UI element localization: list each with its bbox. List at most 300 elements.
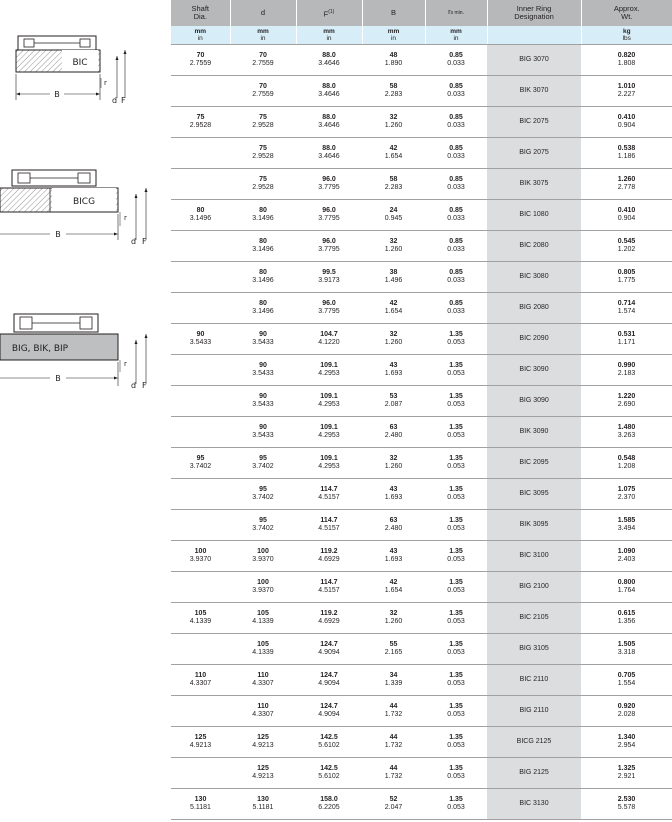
cell-shaft-dia [171, 107, 230, 138]
cell-f [296, 76, 362, 107]
cell-b-imperial: 2.087 [384, 401, 403, 408]
cell-rs-min-imperial: 0.053 [447, 618, 465, 625]
cell-rs-min-imperial: 0.033 [447, 122, 465, 129]
cell-shaft-dia-imperial: 4.9213 [189, 742, 212, 749]
cell-designation: BIG 2100 [487, 572, 581, 603]
cell-weight-metric: 1.010 [617, 83, 636, 90]
units-row [171, 26, 672, 45]
cell-d-imperial: 3.5433 [252, 401, 274, 408]
cell-shaft-dia [171, 200, 230, 231]
cell-weight-imperial: 1.574 [617, 308, 636, 315]
cell-d [230, 231, 296, 262]
cell-weight-imperial: 2.778 [617, 184, 636, 191]
cell-f-metric: 96.0 [322, 300, 336, 307]
cell-f-imperial: 4.2953 [318, 432, 340, 439]
dim-r-label: r [104, 79, 107, 87]
header-d: d [230, 0, 296, 26]
cell-f-imperial: 4.5157 [318, 587, 340, 594]
cell-shaft-dia-metric: 105 [194, 610, 207, 617]
cell-rs-min [425, 479, 487, 510]
cell-f-imperial: 3.7795 [318, 246, 340, 253]
cell-weight [581, 479, 672, 510]
cell-shaft-dia-metric: 90 [196, 331, 205, 338]
dim-b-label: B [55, 374, 61, 383]
cell-weight-metric: 1.340 [617, 734, 636, 741]
header-shaft-dia [171, 0, 230, 26]
cell-rs-min-metric: 1.35 [449, 641, 463, 648]
cell-f-imperial: 4.2953 [318, 401, 340, 408]
cell-weight [581, 138, 672, 169]
cell-b [362, 45, 425, 76]
cell-rs-min-imperial: 0.053 [447, 432, 465, 439]
cell-b [362, 696, 425, 727]
cell-b [362, 448, 425, 479]
cell-weight [581, 262, 672, 293]
cell-weight [581, 541, 672, 572]
cell-b-metric: 52 [389, 796, 398, 803]
cell-rs-min [425, 541, 487, 572]
cell-rs-min [425, 789, 487, 820]
cell-f [296, 603, 362, 634]
cell-rs-min-metric: 0.85 [449, 83, 463, 90]
dim-f-label: F [142, 237, 147, 246]
cell-rs-min-imperial: 0.033 [447, 215, 465, 222]
cell-f [296, 479, 362, 510]
cell-f-imperial: 3.7795 [318, 215, 340, 222]
cell-rs-min-imperial: 0.053 [447, 680, 465, 687]
cell-rs-min-imperial: 0.033 [447, 308, 465, 315]
cell-b [362, 727, 425, 758]
cell-d-metric: 90 [259, 424, 267, 431]
cell-d [230, 758, 296, 789]
cell-b [362, 634, 425, 665]
cell-b [362, 417, 425, 448]
header-designation [487, 0, 581, 26]
cell-designation: BIG 3105 [487, 634, 581, 665]
cell-rs-min-metric: 0.85 [449, 300, 463, 307]
cell-d-imperial: 3.1496 [252, 277, 274, 284]
cell-f [296, 355, 362, 386]
cell-f-imperial: 4.5157 [318, 494, 340, 501]
cell-f [296, 572, 362, 603]
cell-rs-min-metric: 1.35 [449, 703, 463, 710]
cell-shaft-dia [171, 665, 230, 696]
cell-rs-min [425, 727, 487, 758]
cell-designation: BIC 2110 [487, 665, 581, 696]
cell-f-imperial: 4.2953 [318, 463, 340, 470]
table-row [171, 696, 672, 727]
cell-rs-min-imperial: 0.053 [447, 494, 465, 501]
cell-d-metric: 105 [257, 641, 269, 648]
cell-weight-metric: 1.505 [617, 641, 636, 648]
cell-weight [581, 386, 672, 417]
cell-designation: BIC 2080 [487, 231, 581, 262]
cell-f-metric: 109.1 [320, 393, 338, 400]
cell-f-metric: 158.0 [320, 796, 338, 803]
unit-secondary: lbs [622, 35, 631, 42]
cell-b-imperial: 1.654 [384, 153, 403, 160]
cell-rs-min-imperial: 0.053 [447, 742, 465, 749]
cell-d-imperial: 3.5433 [252, 339, 274, 346]
cell-weight-metric: 1.090 [617, 548, 636, 555]
cell-d-metric: 90 [259, 393, 267, 400]
cell-f-metric: 142.5 [320, 765, 338, 772]
header-f [296, 0, 362, 26]
cell-d-imperial: 2.9528 [252, 153, 274, 160]
cell-rs-min-imperial: 0.053 [447, 587, 465, 594]
unit-f [296, 26, 362, 45]
cell-d-metric: 100 [257, 548, 269, 555]
cell-weight-imperial: 1.208 [617, 463, 636, 470]
cell-d [230, 200, 296, 231]
cell-d-metric: 130 [257, 796, 269, 803]
cell-designation: BIG 2125 [487, 758, 581, 789]
cell-b-imperial: 1.732 [384, 773, 403, 780]
cell-weight [581, 293, 672, 324]
cell-d-metric: 105 [257, 610, 269, 617]
cell-d [230, 665, 296, 696]
cell-d-metric: 80 [259, 269, 267, 276]
cell-b [362, 107, 425, 138]
cell-b-metric: 42 [389, 145, 398, 152]
cell-weight [581, 665, 672, 696]
cell-f [296, 789, 362, 820]
cell-shaft-dia-metric: 130 [194, 796, 207, 803]
cell-b-metric: 32 [389, 455, 398, 462]
cell-shaft-dia-metric: 95 [196, 455, 205, 462]
inner-ring-spec-table [171, 0, 672, 820]
cell-rs-min-imperial: 0.033 [447, 246, 465, 253]
cell-b-metric: 42 [389, 300, 398, 307]
cell-b-imperial: 1.260 [384, 122, 403, 129]
table-row [171, 510, 672, 541]
cell-b-metric: 42 [389, 579, 398, 586]
cell-designation: BIC 3080 [487, 262, 581, 293]
cell-weight-metric: 0.615 [617, 610, 636, 617]
cell-rs-min-imperial: 0.033 [447, 153, 465, 160]
cell-weight-metric: 0.800 [617, 579, 636, 586]
cell-d-imperial: 5.1181 [252, 804, 274, 811]
table-row [171, 324, 672, 355]
cell-f-metric: 124.7 [320, 672, 338, 679]
cell-weight-metric: 0.531 [617, 331, 636, 338]
cell-b-metric: 55 [389, 641, 398, 648]
cell-f [296, 634, 362, 665]
cell-weight [581, 448, 672, 479]
cell-shaft-dia [171, 479, 230, 510]
table-row [171, 479, 672, 510]
cell-d-imperial: 2.7559 [252, 60, 274, 67]
cell-shaft-dia [171, 324, 230, 355]
cell-b-imperial: 1.693 [384, 370, 403, 377]
cell-f-metric: 96.0 [322, 176, 336, 183]
unit-primary: mm [387, 28, 400, 35]
cell-f-metric: 109.1 [320, 424, 338, 431]
cell-b [362, 386, 425, 417]
cell-shaft-dia [171, 572, 230, 603]
cell-rs-min-metric: 1.35 [449, 548, 463, 555]
big-bik-bip-drawing [0, 308, 165, 418]
cell-rs-min-metric: 1.35 [449, 610, 463, 617]
cell-rs-min-metric: 1.35 [449, 796, 463, 803]
unit-secondary: in [453, 35, 459, 42]
cell-weight [581, 696, 672, 727]
cell-designation: BIG 3090 [487, 386, 581, 417]
cell-rs-min-imperial: 0.053 [447, 804, 465, 811]
cell-rs-min-imperial: 0.053 [447, 401, 465, 408]
cell-b [362, 324, 425, 355]
cell-rs-min-metric: 1.35 [449, 765, 463, 772]
cell-weight-metric: 1.325 [617, 765, 636, 772]
cell-rs-min [425, 417, 487, 448]
cell-f-metric: 119.2 [320, 610, 338, 617]
cell-rs-min [425, 324, 487, 355]
cell-b-imperial: 1.693 [384, 494, 403, 501]
cell-d-imperial: 3.5433 [252, 370, 274, 377]
cell-f [296, 758, 362, 789]
cell-rs-min-imperial: 0.033 [447, 60, 465, 67]
cell-f-metric: 142.5 [320, 734, 338, 741]
cell-shaft-dia [171, 789, 230, 820]
cell-f-metric: 88.0 [322, 114, 336, 121]
cell-weight-metric: 0.410 [617, 207, 636, 214]
unit-shaft [171, 26, 230, 45]
unit-secondary: in [260, 35, 266, 42]
cell-b-metric: 32 [389, 610, 398, 617]
table-row [171, 448, 672, 479]
cell-designation: BIC 3090 [487, 355, 581, 386]
unit-secondary: in [390, 35, 397, 42]
cell-b-metric: 43 [389, 362, 398, 369]
cell-designation: BIK 3090 [487, 417, 581, 448]
cell-weight-imperial: 3.263 [617, 432, 636, 439]
table-row [171, 200, 672, 231]
cell-d-imperial: 3.1496 [252, 308, 274, 315]
table-row [171, 262, 672, 293]
cell-b-imperial: 2.480 [384, 432, 403, 439]
cell-shaft-dia [171, 355, 230, 386]
cell-weight-imperial: 3.494 [617, 525, 636, 532]
cell-rs-min-metric: 0.85 [449, 238, 463, 245]
cell-f [296, 324, 362, 355]
cell-weight-metric: 2.530 [617, 796, 636, 803]
cell-b-metric: 24 [389, 207, 398, 214]
cell-d [230, 45, 296, 76]
cell-rs-min-metric: 0.85 [449, 145, 463, 152]
cell-rs-min-metric: 1.35 [449, 393, 463, 400]
dim-f-label: F [142, 381, 147, 390]
cell-designation: BIC 3100 [487, 541, 581, 572]
cell-f [296, 417, 362, 448]
cell-f-metric: 104.7 [320, 331, 338, 338]
cell-weight-metric: 0.545 [617, 238, 636, 245]
header-f-footnote: (1) [328, 8, 335, 15]
cell-f [296, 262, 362, 293]
cell-shaft-dia-imperial: 2.9528 [189, 122, 212, 129]
cell-b-imperial: 1.654 [384, 308, 403, 315]
cell-rs-min-metric: 1.35 [449, 734, 463, 741]
cell-d-imperial: 4.1339 [252, 618, 274, 625]
unit-primary: mm [257, 28, 269, 35]
cell-shaft-dia [171, 262, 230, 293]
cell-b [362, 510, 425, 541]
table-row [171, 76, 672, 107]
table-row [171, 665, 672, 696]
cell-weight-imperial: 1.808 [617, 60, 636, 67]
cell-b [362, 231, 425, 262]
table-row [171, 386, 672, 417]
cell-rs-min-metric: 0.85 [449, 52, 463, 59]
cell-b [362, 200, 425, 231]
cell-d [230, 355, 296, 386]
big-bik-bip-diagram [0, 308, 165, 418]
cell-f-metric: 88.0 [322, 83, 336, 90]
cell-weight-imperial: 2.183 [617, 370, 636, 377]
cell-weight [581, 231, 672, 262]
cell-f-metric: 109.1 [320, 455, 338, 462]
cell-rs-min [425, 603, 487, 634]
cell-rs-min-imperial: 0.033 [447, 91, 465, 98]
cell-f-imperial: 3.4646 [318, 91, 340, 98]
table-row [171, 758, 672, 789]
cell-designation: BIC 1080 [487, 200, 581, 231]
cell-shaft-dia-imperial: 2.7559 [189, 60, 212, 67]
cell-rs-min [425, 107, 487, 138]
cell-weight-imperial: 2.690 [617, 401, 636, 408]
cell-weight-imperial: 1.775 [617, 277, 636, 284]
cell-rs-min-metric: 0.85 [449, 269, 463, 276]
cell-f-imperial: 4.9094 [318, 680, 340, 687]
cell-shaft-dia-metric: 110 [194, 672, 207, 679]
cell-b-imperial: 2.047 [384, 804, 403, 811]
cell-rs-min-metric: 1.35 [449, 517, 463, 524]
cell-designation: BIG 2110 [487, 696, 581, 727]
cell-weight-metric: 0.410 [617, 114, 636, 121]
cell-b [362, 169, 425, 200]
cell-weight-metric: 0.820 [617, 52, 636, 59]
cell-weight-imperial: 2.370 [617, 494, 636, 501]
cell-shaft-dia-imperial: 4.1339 [189, 618, 212, 625]
table-row [171, 541, 672, 572]
bicg-drawing [0, 168, 165, 278]
cell-designation: BIK 3070 [487, 76, 581, 107]
unit-rs [425, 26, 487, 45]
table-row [171, 169, 672, 200]
cell-d-metric: 75 [259, 176, 267, 183]
cell-b-imperial: 1.260 [384, 246, 403, 253]
cell-weight [581, 45, 672, 76]
cell-rs-min-metric: 0.85 [449, 207, 463, 214]
cell-f-metric: 96.0 [322, 207, 336, 214]
cell-f-metric: 99.5 [322, 269, 336, 276]
cell-shaft-dia [171, 634, 230, 665]
cell-shaft-dia [171, 448, 230, 479]
cell-shaft-dia [171, 45, 230, 76]
dim-f-label: F [121, 96, 126, 105]
cell-shaft-dia-metric: 125 [194, 734, 207, 741]
cell-weight-metric: 0.548 [617, 455, 636, 462]
header-rs-label: r [448, 7, 451, 17]
cell-d-metric: 75 [259, 145, 267, 152]
cell-b [362, 789, 425, 820]
cell-d-metric: 95 [259, 455, 267, 462]
cell-d [230, 293, 296, 324]
cell-f-metric: 96.0 [322, 238, 336, 245]
table-row [171, 231, 672, 262]
bicg-diagram [0, 168, 165, 278]
cell-b [362, 262, 425, 293]
cell-weight [581, 603, 672, 634]
cell-d-imperial: 4.9213 [252, 742, 274, 749]
cell-b-imperial: 2.165 [384, 649, 403, 656]
cell-rs-min-imperial: 0.053 [447, 339, 465, 346]
cell-shaft-dia-imperial: 3.5433 [189, 339, 212, 346]
cell-rs-min-imperial: 0.053 [447, 463, 465, 470]
cell-designation: BIC 3130 [487, 789, 581, 820]
cell-weight [581, 510, 672, 541]
cell-b-imperial: 1.260 [384, 618, 403, 625]
unit-secondary: in [197, 35, 203, 42]
cell-shaft-dia [171, 76, 230, 107]
cell-d-imperial: 2.9528 [252, 184, 274, 191]
header-designation-line1: Inner Ring [516, 3, 552, 13]
cell-f [296, 45, 362, 76]
cell-b-imperial: 0.945 [384, 215, 403, 222]
cell-b-metric: 32 [389, 238, 398, 245]
header-weight-line2: Wt. [621, 12, 633, 21]
cell-f [296, 293, 362, 324]
cell-shaft-dia [171, 603, 230, 634]
cell-weight [581, 107, 672, 138]
cell-weight [581, 789, 672, 820]
dim-r-label: r [124, 360, 127, 368]
cell-b [362, 541, 425, 572]
cell-weight-imperial: 1.186 [617, 153, 636, 160]
cell-rs-min-imperial: 0.053 [447, 649, 465, 656]
cell-f-metric: 109.1 [320, 362, 338, 369]
dim-b-label: B [55, 230, 61, 239]
cell-rs-min-metric: 0.85 [449, 176, 463, 183]
cell-d-imperial: 3.7402 [252, 525, 274, 532]
cell-b-metric: 44 [389, 765, 398, 772]
table-row [171, 417, 672, 448]
cell-f-metric: 124.7 [320, 641, 338, 648]
cell-rs-min-imperial: 0.053 [447, 556, 465, 563]
cell-b-metric: 58 [389, 83, 398, 90]
cell-f-imperial: 3.7795 [318, 308, 340, 315]
cell-b-imperial: 1.496 [384, 277, 403, 284]
cell-f-imperial: 5.6102 [318, 742, 340, 749]
cell-weight-imperial: 2.403 [617, 556, 636, 563]
cell-f [296, 231, 362, 262]
cell-f [296, 138, 362, 169]
cell-shaft-dia-imperial: 3.7402 [189, 463, 212, 470]
cell-d [230, 76, 296, 107]
table-row [171, 293, 672, 324]
cell-d-imperial: 3.7402 [252, 463, 274, 470]
diagram-label: BICG [72, 197, 96, 207]
cell-f-imperial: 5.6102 [318, 773, 340, 780]
cell-b-imperial: 1.339 [384, 680, 403, 687]
cell-b [362, 665, 425, 696]
cell-shaft-dia-metric: 75 [196, 114, 205, 121]
cell-f-metric: 114.7 [320, 486, 338, 493]
cell-weight [581, 634, 672, 665]
cell-d [230, 448, 296, 479]
unit-secondary: in [326, 35, 332, 42]
cell-b-imperial: 1.890 [384, 60, 403, 67]
cell-b-imperial: 1.732 [384, 742, 403, 749]
